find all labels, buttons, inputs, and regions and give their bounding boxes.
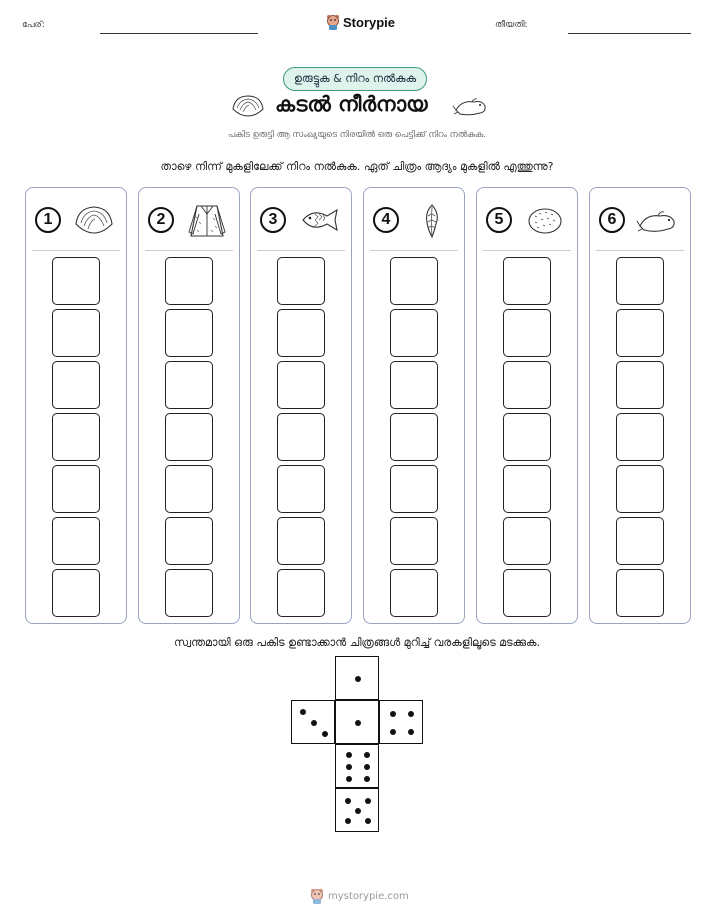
- die-pip: [390, 711, 396, 717]
- color-box[interactable]: [277, 569, 325, 617]
- color-box[interactable]: [390, 361, 438, 409]
- page-subtitle: പകിട ഉരുട്ടി ആ സംഖ്യയുടെ നിരയിൽ ഒരു പെട്ടിക്ക് നിറം നൽകുക.: [228, 130, 486, 140]
- color-box[interactable]: [52, 569, 100, 617]
- brand-logo: [326, 14, 395, 30]
- die-pip: [346, 776, 352, 782]
- die-pip: [408, 711, 414, 717]
- die-face-5: [335, 788, 379, 832]
- column-number: 4: [373, 207, 399, 233]
- die-pip: [322, 731, 328, 737]
- die-pip: [408, 729, 414, 735]
- date-line[interactable]: [568, 33, 691, 34]
- die-face-1: [335, 700, 379, 744]
- color-box[interactable]: [616, 413, 664, 461]
- clam-shell-icon: [230, 93, 266, 119]
- die-pip: [365, 818, 371, 824]
- die-face-1: [335, 656, 379, 700]
- color-box[interactable]: [52, 361, 100, 409]
- color-box[interactable]: [165, 413, 213, 461]
- column-1: [25, 187, 127, 624]
- die-pip: [345, 818, 351, 824]
- color-box[interactable]: [616, 309, 664, 357]
- color-box[interactable]: [165, 465, 213, 513]
- brand-name: Storypie: [343, 14, 396, 30]
- die-pip: [390, 729, 396, 735]
- color-box[interactable]: [277, 309, 325, 357]
- color-box[interactable]: [165, 309, 213, 357]
- color-box[interactable]: [390, 569, 438, 617]
- die-pip: [346, 764, 352, 770]
- column-divider: [32, 250, 120, 251]
- color-box[interactable]: [503, 413, 551, 461]
- color-box[interactable]: [503, 309, 551, 357]
- footer-link[interactable]: mystorypie.com: [328, 890, 409, 902]
- color-box[interactable]: [277, 257, 325, 305]
- color-box[interactable]: [616, 517, 664, 565]
- activity-badge: ഉരുട്ടുക & നിറം നൽകുക: [283, 67, 427, 91]
- column-divider: [257, 250, 345, 251]
- die-pip: [345, 798, 351, 804]
- column-divider: [145, 250, 233, 251]
- color-box[interactable]: [503, 257, 551, 305]
- color-box[interactable]: [390, 517, 438, 565]
- fish-icon: [297, 202, 341, 238]
- column-divider: [483, 250, 571, 251]
- footer: [310, 888, 409, 904]
- color-box[interactable]: [616, 257, 664, 305]
- die-pip: [364, 776, 370, 782]
- die-pip: [364, 752, 370, 758]
- column-number: 5: [486, 207, 512, 233]
- color-box[interactable]: [390, 257, 438, 305]
- color-box[interactable]: [52, 257, 100, 305]
- bear-mascot-icon: [310, 888, 324, 904]
- color-box[interactable]: [616, 361, 664, 409]
- color-box[interactable]: [277, 465, 325, 513]
- color-box[interactable]: [52, 465, 100, 513]
- color-box[interactable]: [52, 517, 100, 565]
- fur-coat-icon: [185, 202, 229, 238]
- name-label: പേര്:: [22, 20, 45, 30]
- color-box[interactable]: [165, 569, 213, 617]
- die-pip: [355, 676, 361, 682]
- color-box[interactable]: [165, 257, 213, 305]
- page-title: കടൽ നീർനായ: [275, 92, 428, 116]
- color-box[interactable]: [165, 517, 213, 565]
- column-number: 6: [599, 207, 625, 233]
- color-box[interactable]: [52, 413, 100, 461]
- color-box[interactable]: [165, 361, 213, 409]
- color-box[interactable]: [277, 413, 325, 461]
- column-divider: [370, 250, 458, 251]
- die-pip: [364, 764, 370, 770]
- kelp-leaf-icon: [410, 202, 454, 238]
- color-box[interactable]: [390, 309, 438, 357]
- clam-shell-icon: [72, 202, 116, 238]
- column-number: 3: [260, 207, 286, 233]
- color-box[interactable]: [503, 361, 551, 409]
- sea-urchin-icon: [523, 202, 567, 238]
- date-label: തീയതി:: [495, 20, 528, 30]
- color-box[interactable]: [277, 361, 325, 409]
- die-face-6: [335, 744, 379, 788]
- die-pip: [355, 808, 361, 814]
- column-number: 2: [148, 207, 174, 233]
- die-pip: [300, 709, 306, 715]
- sea-otter-icon: [452, 92, 490, 120]
- die-pip: [355, 720, 361, 726]
- color-box[interactable]: [390, 465, 438, 513]
- column-4: [363, 187, 465, 624]
- color-box[interactable]: [277, 517, 325, 565]
- color-box[interactable]: [503, 569, 551, 617]
- die-face-3: [291, 700, 335, 744]
- column-2: [138, 187, 240, 624]
- die-pip: [346, 752, 352, 758]
- instruction-text: താഴെ നിന്ന് മുകളിലേക്ക് നിറം നൽകുക. ഏത് ചിത്രം ആദ്യം മുകളിൽ എത്തുന്നു?: [160, 160, 554, 173]
- die-pip: [311, 720, 317, 726]
- die-pip: [365, 798, 371, 804]
- sea-otter-icon: [636, 202, 680, 238]
- color-box[interactable]: [616, 465, 664, 513]
- color-box[interactable]: [616, 569, 664, 617]
- column-3: [250, 187, 352, 624]
- dice-instruction: സ്വന്തമായി ഒരു പകിട ഉണ്ടാക്കാൻ ചിത്രങ്ങൾ മുറിച്ച് വരകളിലൂടെ മടക്കുക.: [174, 636, 540, 649]
- color-box[interactable]: [503, 517, 551, 565]
- name-line[interactable]: [100, 33, 258, 34]
- column-number: 1: [35, 207, 61, 233]
- column-5: [476, 187, 578, 624]
- color-box[interactable]: [390, 413, 438, 461]
- die-face-4: [379, 700, 423, 744]
- column-6: [589, 187, 691, 624]
- column-divider: [596, 250, 684, 251]
- bear-mascot-icon: [326, 14, 340, 30]
- color-box[interactable]: [503, 465, 551, 513]
- color-box[interactable]: [52, 309, 100, 357]
